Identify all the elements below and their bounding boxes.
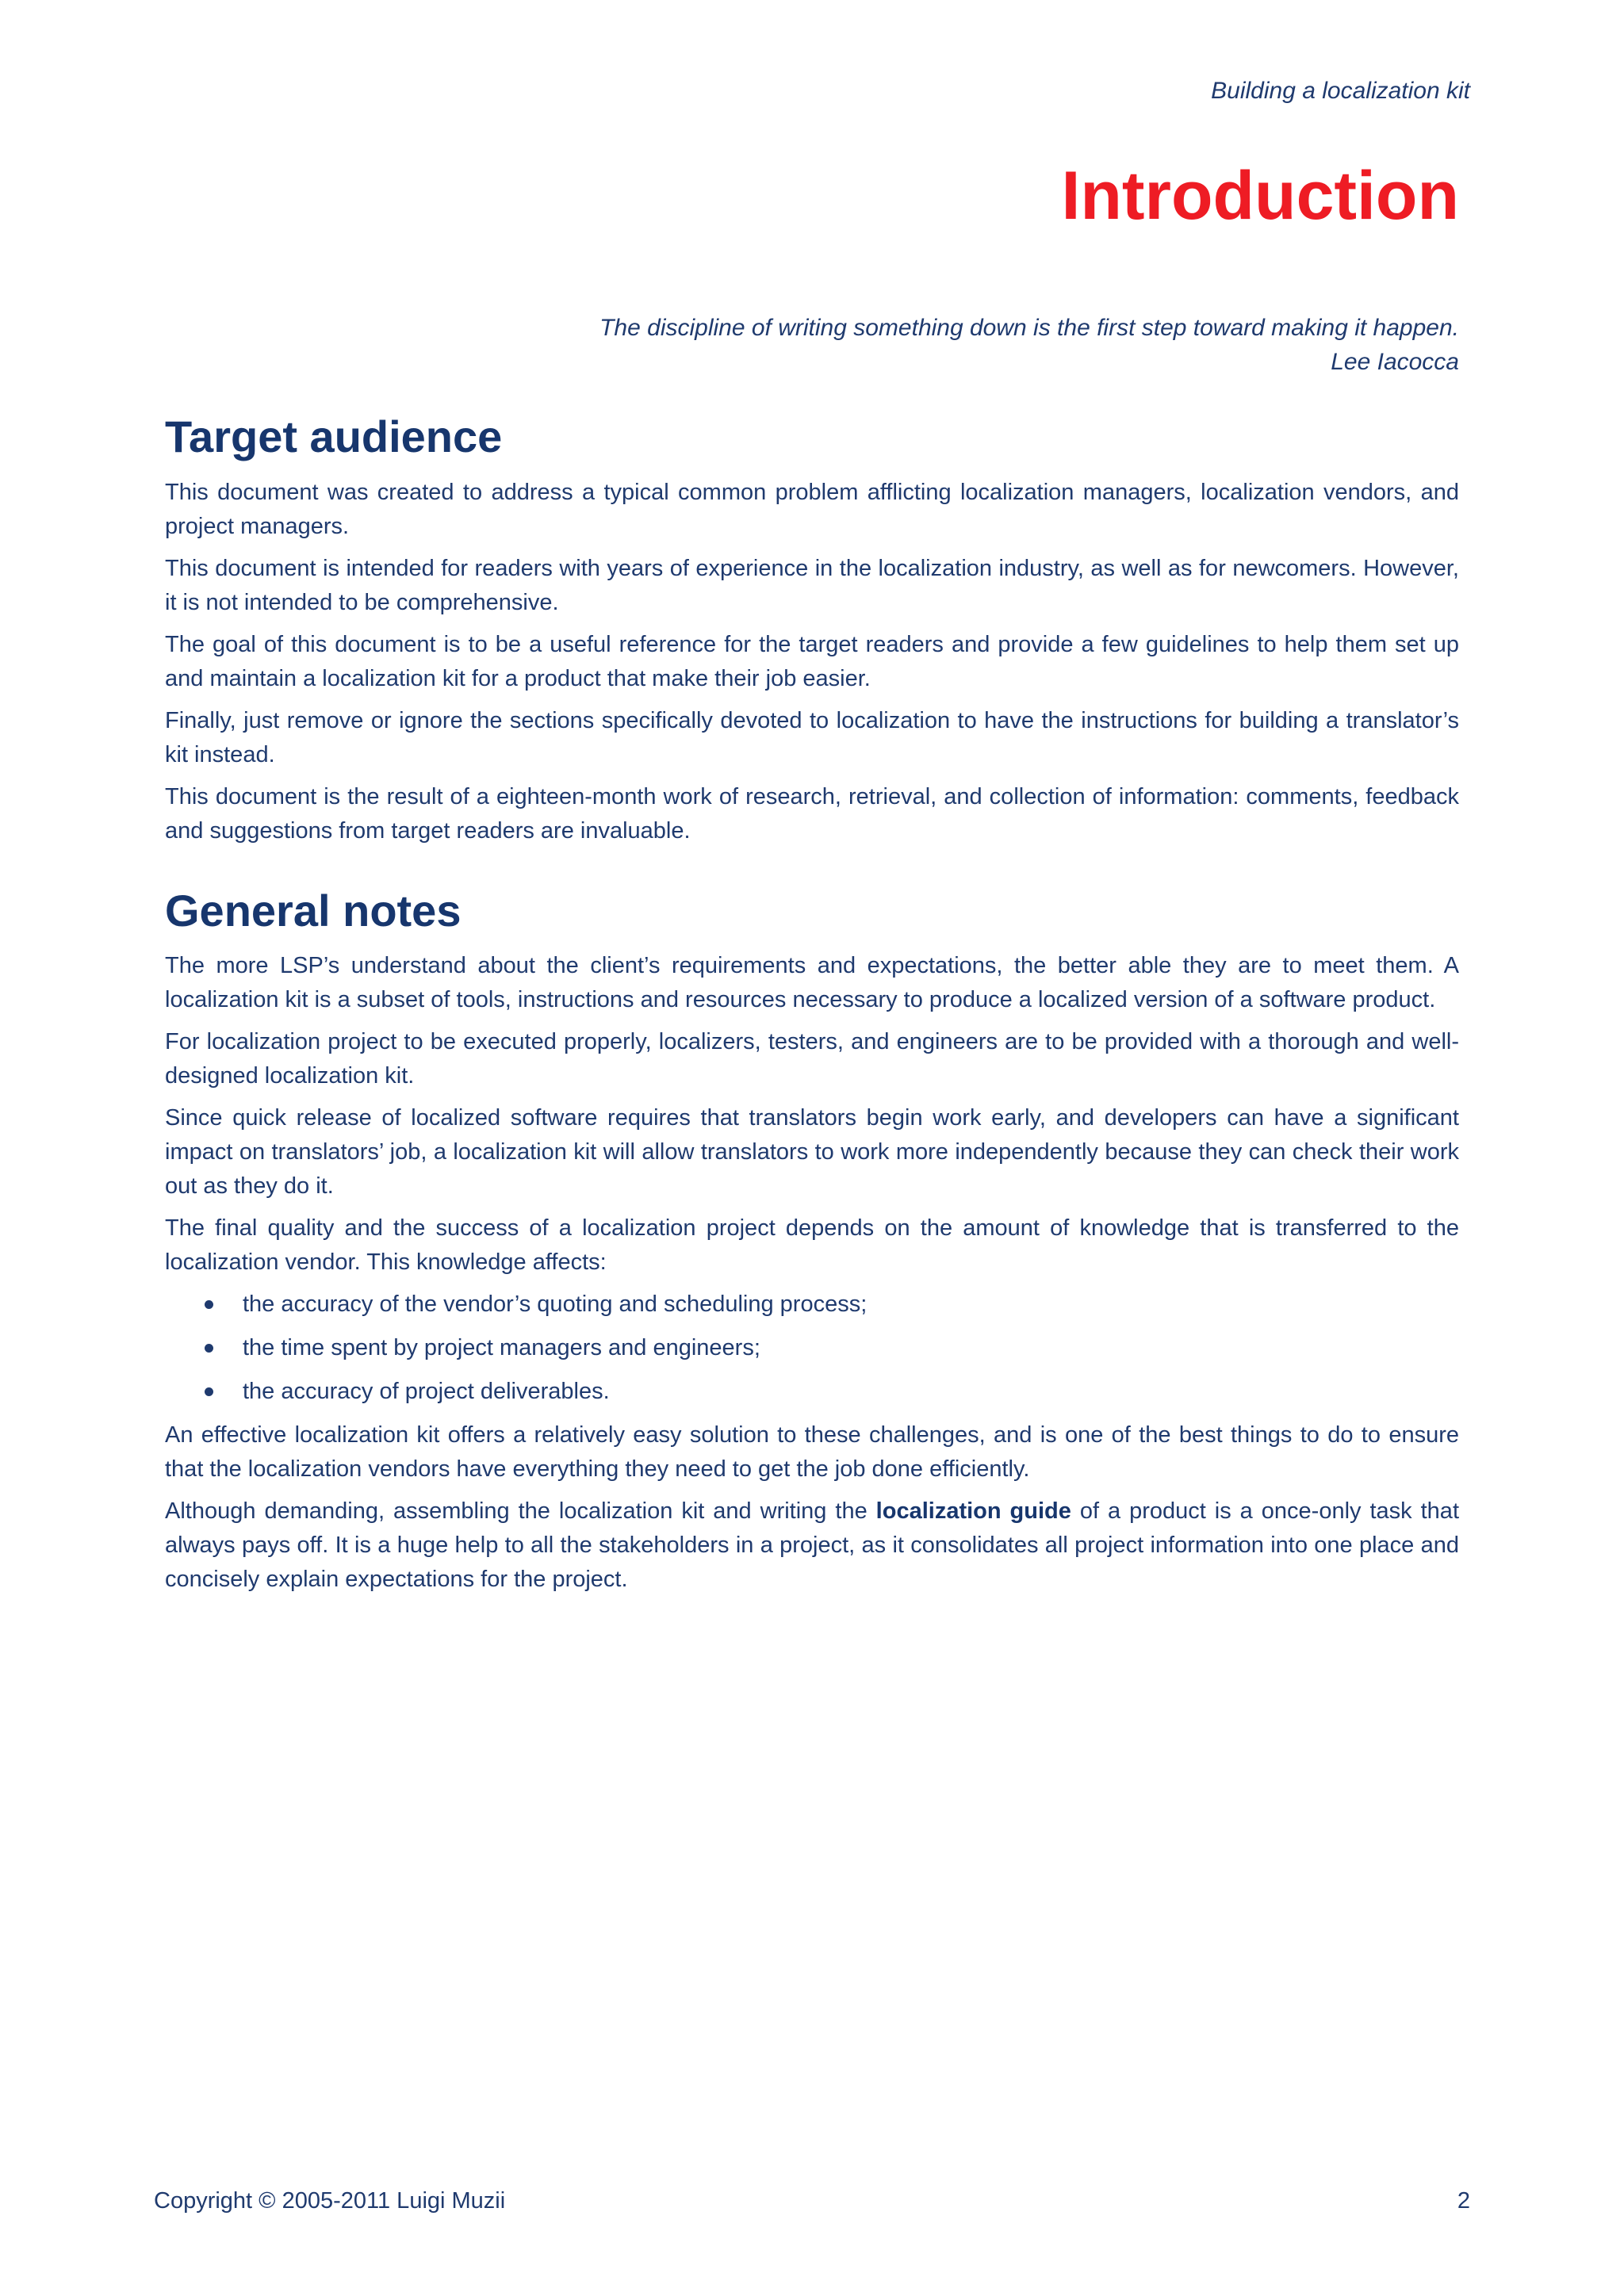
epigraph-author: Lee Iacocca (1331, 349, 1459, 375)
epigraph-quote: The discipline of writing something down is the first step toward making it happen. (599, 315, 1459, 341)
paragraph: Since quick release of localized software requires that translators begin work early, and developers can have a significant impact on translators’ job, a localization kit will allow translators to work more independently because they can check their work out as they do it. (165, 1105, 1459, 1200)
paragraph-text: Although demanding, assembling the localization kit and writing the (165, 1498, 876, 1525)
bullet-icon (205, 1300, 213, 1309)
paragraph: This document is the result of a eighteen-month work of research, retrieval, and collection of information: comments, feedback and suggestions from target readers are invaluable. (165, 783, 1459, 844)
list-item-text: the accuracy of the vendor’s quoting and scheduling process; (243, 1292, 868, 1318)
section-general-notes (165, 886, 1459, 1598)
paragraph: An effective localization kit offers a relatively easy solution to these challenges, and is one of the best things to do to ensure that the localization vendors have everything they need to get the job done efficiently. (165, 1422, 1459, 1483)
list-item (165, 1331, 1459, 1365)
running-header: Building a localization kit (1211, 78, 1470, 104)
section-heading: Target audience (165, 411, 503, 461)
list-item-text: the accuracy of project deliverables. (243, 1379, 610, 1405)
body-content (165, 412, 1459, 1605)
paragraph: This document was created to address a typical common problem afflicting localization managers, localization vendors, and project managers. (165, 479, 1459, 539)
list-item-text: the time spent by project managers and engineers; (243, 1335, 760, 1361)
paragraph: The goal of this document is to be a useful reference for the target readers and provide a few guidelines to help them set up and maintain a localization kit for a product that make their job easier. (165, 631, 1459, 691)
list-item (165, 1288, 1459, 1322)
chapter-title: Introduction (1061, 158, 1459, 234)
paragraph (165, 1494, 1459, 1597)
bullet-icon (205, 1344, 213, 1353)
footer-copyright: Copyright © 2005-2011 Luigi Muzii (154, 2188, 506, 2214)
paragraph: The final quality and the success of a localization project depends on the amount of knowledge that is transferred to the localization vendor. This knowledge affects: (165, 1215, 1459, 1276)
footer-page-number: 2 (1457, 2188, 1470, 2214)
bold-term: localization guide (875, 1498, 1071, 1525)
epigraph (349, 311, 1459, 379)
list-item (165, 1375, 1459, 1409)
paragraph: This document is intended for readers with years of experience in the localization industry, as well as for newcomers. However, it is not intended to be comprehensive. (165, 555, 1459, 615)
paragraph: The more LSP’s understand about the client’s requirements and expectations, the better able they are to meet them. A localization kit is a subset of tools, instructions and resources necessary to produce a localized version of a software product. (165, 953, 1459, 1013)
section-target-audience (165, 412, 1459, 848)
bullet-icon (205, 1387, 213, 1396)
paragraph: Finally, just remove or ignore the sections specifically devoted to localization to have the instructions for building a translator’s kit instead. (165, 707, 1459, 767)
paragraph-text: of a product is a once-only task that always pays off. It is a huge help to all the stakeholders in a project, as it consolidates all project information into one place and concisely explain expectations for the project. (165, 1498, 1459, 1593)
section-heading: General notes (165, 885, 462, 936)
paragraph: For localization project to be executed properly, localizers, testers, and engineers are to be provided with a thorough and well-designed localization kit. (165, 1029, 1459, 1089)
bullet-list (165, 1288, 1459, 1409)
